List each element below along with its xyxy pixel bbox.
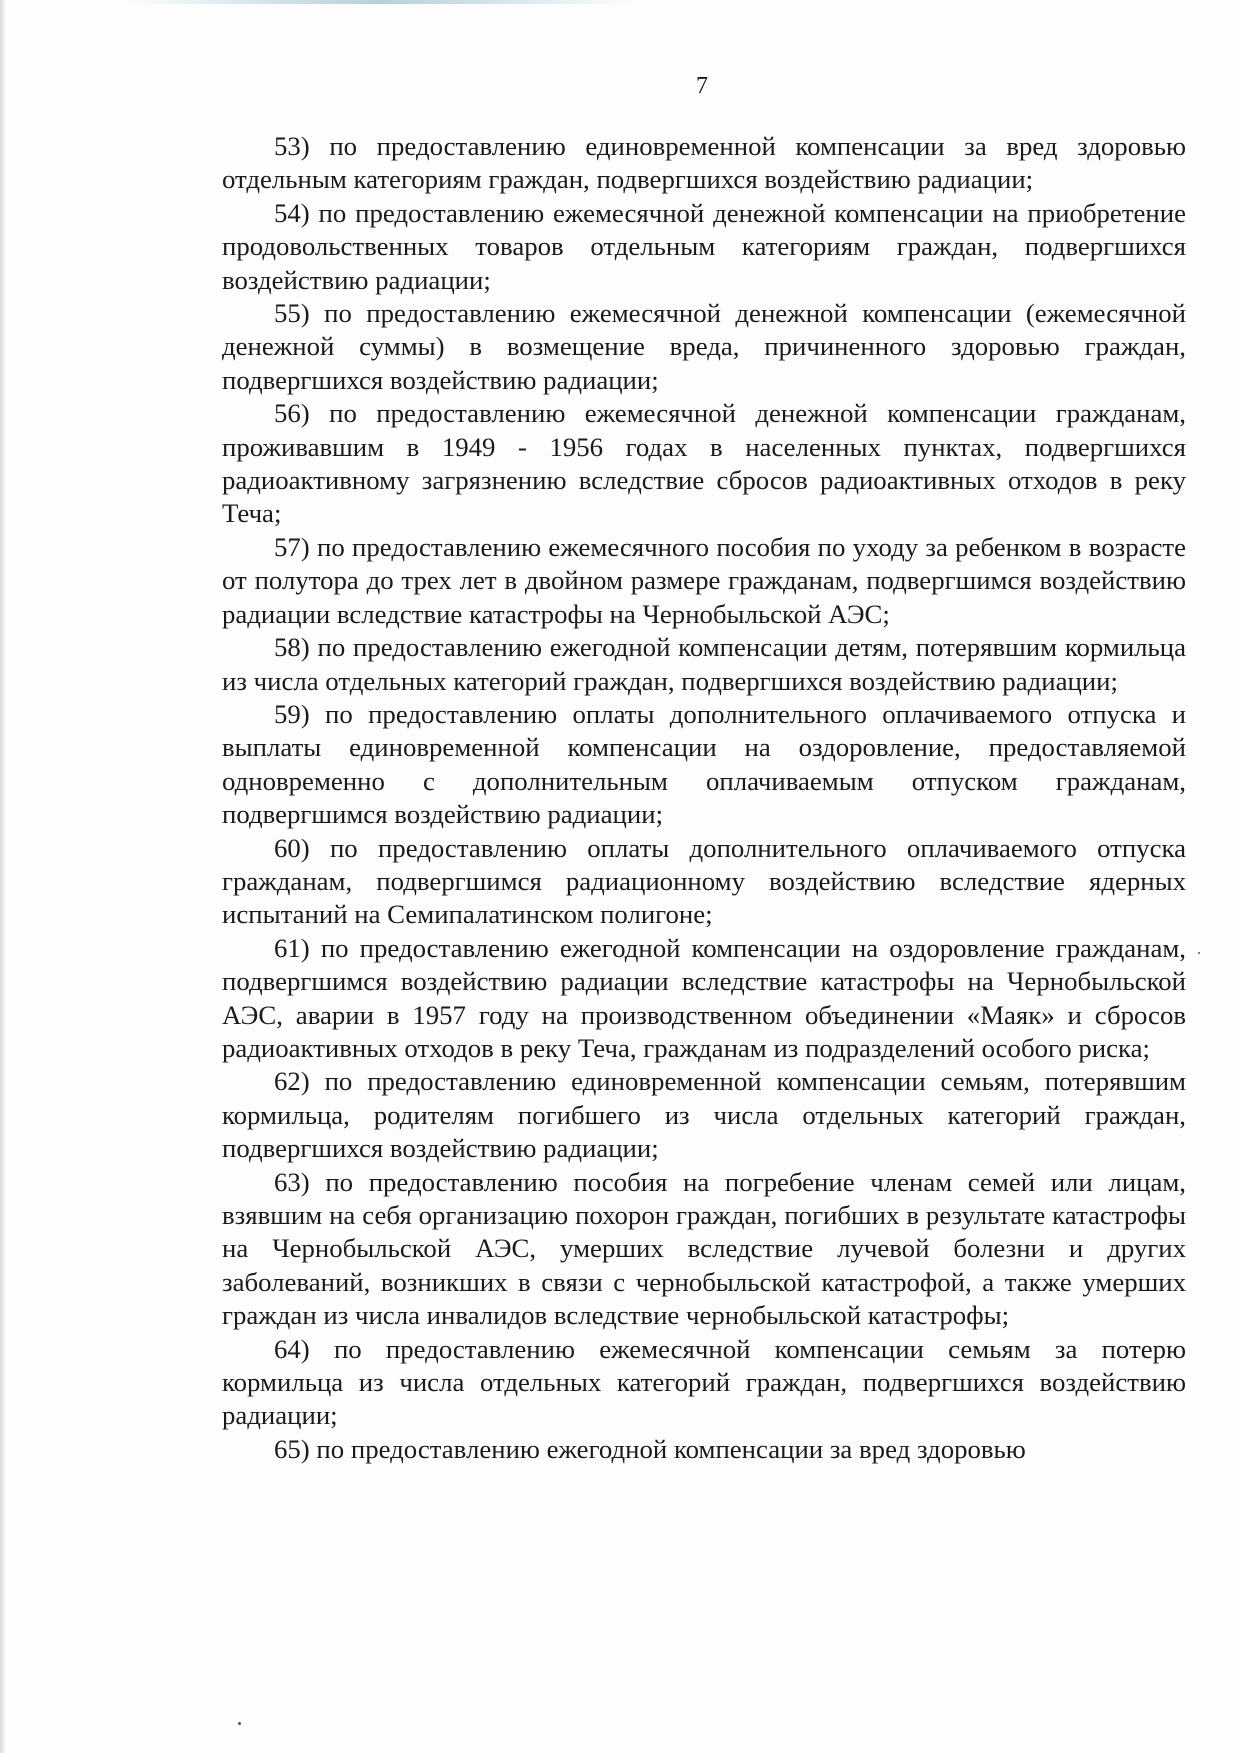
list-item: 55) по предоставлению ежемесячной денежной компенсации (ежемесячной денежной суммы) в возмещение вреда, причиненного здоровью граждан, подвергшихся воздействию радиации;: [222, 298, 1186, 395]
list-item: 60) по предоставлению оплаты дополнительного оплачиваемого отпуска гражданам, подвергшимся радиационному воздействию вследствие ядерных испытаний на Семипалатинском полигоне;: [222, 832, 1186, 930]
scan-top-edge: [120, 0, 640, 4]
page-number: 7: [696, 73, 708, 99]
list-item: 53) по предоставлению единовременной компенсации за вред здоровью отдельным категориям граждан, подвергшихся воздействию радиации;: [222, 131, 1186, 195]
list-item: 58) по предоставлению ежегодной компенсации детям, потерявшим кормильца из числа отдельных категорий граждан, подвергшихся воздействию радиации;: [222, 632, 1186, 696]
list-item: 64) по предоставлению ежемесячной компенсации семьям за потерю кормильца из числа отдельных категорий граждан, подвергшихся воздействию радиации;: [222, 1333, 1186, 1431]
scan-left-edge: [0, 0, 6, 1753]
list-item: 59) по предоставлению оплаты дополнительного оплачиваемого отпуска и выплаты единовременной компенсации на оздоровление, предоставляемой одновременно с дополнительным оплачиваемым отпуском гражданам, подвергшимся воздействию радиации;: [222, 698, 1186, 830]
list-item: 57) по предоставлению ежемесячного пособия по уходу за ребенком в возрасте от полутора до трех лет в двойном размере гражданам, подвергшимся воздействию радиации вследствие катастрофы на Чернобыльской АЭС;: [222, 531, 1186, 629]
document-body: [222, 130, 1186, 1466]
list-item: 62) по предоставлению единовременной компенсации семьям, потерявшим кормильца, родителям погибшего из числа отдельных категорий граждан, подвергшихся воздействию радиации;: [222, 1066, 1186, 1164]
scan-speck: [1198, 952, 1200, 954]
list-item: 61) по предоставлению ежегодной компенсации на оздоровление гражданам, подвергшимся воздействию радиации вследствие катастрофы на Чернобыльской АЭС, аварии в 1957 году на производственном объединении «Маяк» и сбросов радиоактивных отходов в реку Теча, гражданам из подразделений особого риска;: [222, 932, 1186, 1063]
list-item: 54) по предоставлению ежемесячной денежной компенсации на приобретение продовольственных товаров отдельным категориям граждан, подвергшихся воздействию радиации;: [222, 197, 1186, 295]
list-item: 63) по предоставлению пособия на погребение членам семей или лицам, взявшим на себя организацию похорон граждан, погибших в результате катастрофы на Чернобыльской АЭС, умерших вследствие лучевой болезни и других заболеваний, возникших в связи с чернобыльской катастрофой, а также умерших граждан из числа инвалидов вследствие чернобыльской катастрофы;: [222, 1166, 1186, 1331]
list-item: 56) по предоставлению ежемесячной денежной компенсации гражданам, проживавшим в 1949 - 1956 годах в населенных пунктах, подвергшихся радиоактивному загрязнению вследствие сбросов радиоактивных отходов в реку Теча;: [222, 398, 1186, 529]
list-item: 65) по предоставлению ежегодной компенсации за вред здоровью: [274, 1433, 1026, 1464]
scan-speck: [238, 1722, 241, 1725]
